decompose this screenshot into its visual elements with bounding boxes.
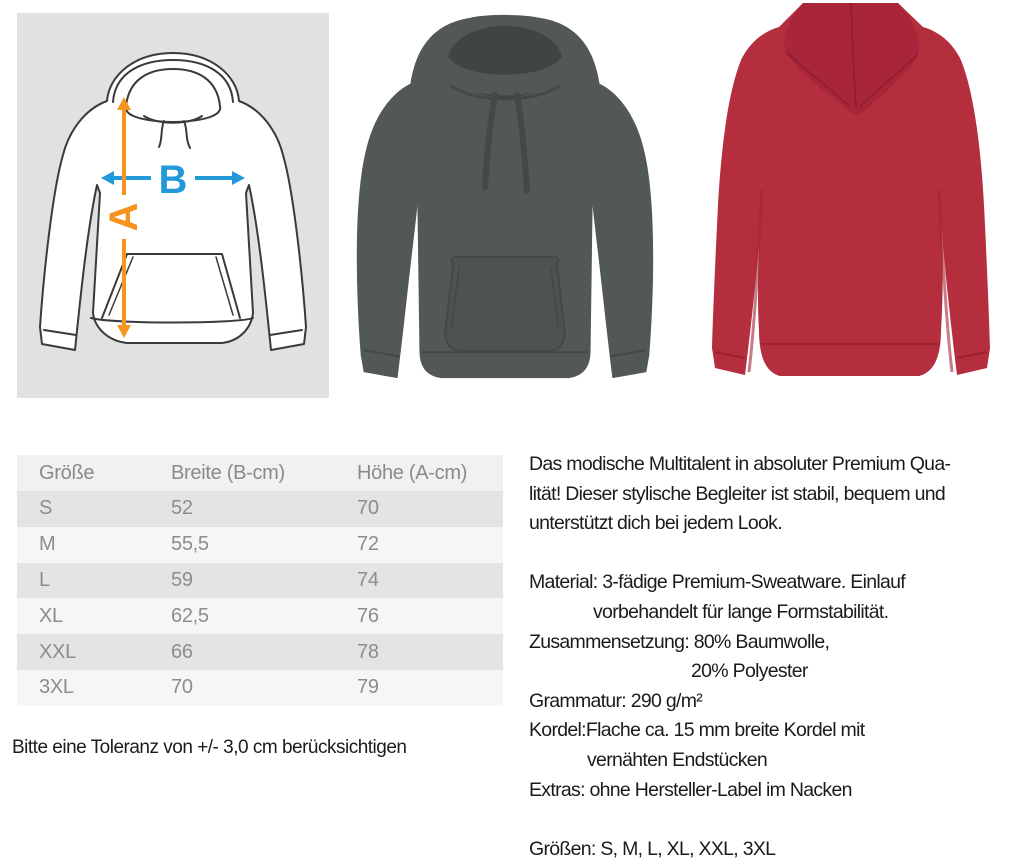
description-line: Grammatur: 290 g/m² (529, 689, 703, 712)
label-b: B (158, 158, 188, 202)
cell-size: XL (39, 604, 63, 627)
size-table (17, 455, 503, 706)
cell-hoehe: 72 (357, 533, 379, 556)
cell-size: XXL (39, 640, 76, 663)
tolerance-note: Bitte eine Toleranz von +/- 3,0 cm berücksichtigen (12, 737, 407, 758)
hoodie-front-illustration (335, 2, 675, 400)
cell-breite: 55,5 (171, 533, 209, 556)
size-table-row (17, 527, 503, 563)
size-table-row (17, 670, 503, 706)
product-description (529, 450, 1021, 864)
column-header-hoehe: Höhe (A-cm) (357, 461, 468, 484)
description-line (529, 539, 1021, 569)
description-line: vernähten Endstücken (587, 748, 768, 771)
cell-size: L (39, 568, 50, 591)
size-diagram-panel (17, 13, 329, 398)
cell-breite: 62,5 (171, 604, 209, 627)
cell-hoehe: 70 (357, 497, 379, 520)
description-line: Zusammensetzung: 80% Baumwolle, (529, 630, 830, 653)
description-line: Extras: ohne Hersteller-Label im Nacken (529, 778, 852, 801)
cell-breite: 59 (171, 568, 193, 591)
hoodie-measurement-diagram (17, 13, 329, 398)
cell-hoehe: 76 (357, 604, 379, 627)
product-photo-back (685, 0, 1015, 400)
cell-size: 3XL (39, 676, 74, 699)
cell-size: M (39, 533, 56, 556)
description-line: lität! Dieser stylische Begleiter ist stabil, bequem und (529, 482, 946, 505)
size-table-body (17, 491, 503, 706)
column-header-groesse: Größe (39, 461, 95, 484)
cell-hoehe: 78 (357, 640, 379, 663)
size-table-row (17, 563, 503, 599)
description-line: unterstützt dich bei jedem Look. (529, 512, 782, 535)
size-table-header (17, 455, 503, 491)
cell-hoehe: 79 (357, 676, 379, 699)
description-line: Material: 3-fädige Premium-Sweatware. Einlauf (529, 571, 906, 594)
description-line (529, 805, 1021, 835)
cell-breite: 70 (171, 676, 193, 699)
size-table-row (17, 491, 503, 527)
cell-size: S (39, 497, 53, 520)
description-line: Das modische Multitalent in absoluter Premium Qua- (529, 453, 951, 475)
product-photo-front (335, 2, 675, 400)
cell-breite: 52 (171, 497, 193, 520)
description-line: vorbehandelt für lange Formstabilität. (593, 600, 889, 623)
cell-breite: 66 (171, 640, 193, 663)
column-header-breite: Breite (B-cm) (171, 461, 285, 484)
description-line: 20% Polyester (691, 660, 808, 683)
size-table-row (17, 634, 503, 670)
description-line: Kordel:Flache ca. 15 mm breite Kordel mit (529, 719, 865, 742)
cell-hoehe: 74 (357, 568, 379, 591)
label-a: A (102, 202, 146, 232)
description-line: Größen: S, M, L, XL, XXL, 3XL (529, 837, 776, 860)
size-table-row (17, 598, 503, 634)
hoodie-back-illustration (685, 0, 1015, 400)
